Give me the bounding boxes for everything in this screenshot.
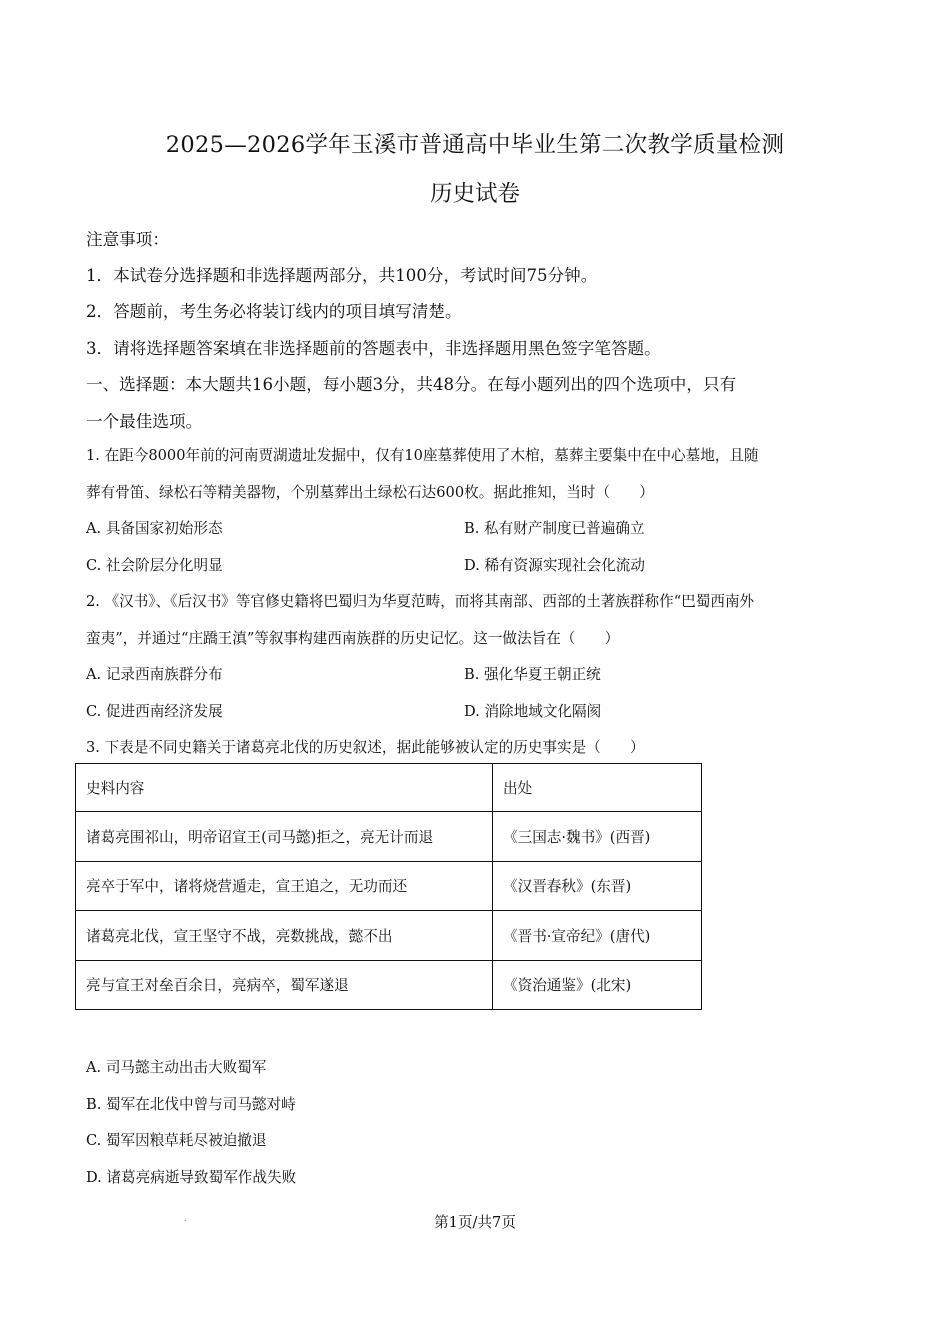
table-row [76,960,702,1010]
question-1-stem-line2: 葬有骨笛、绿松石等精美器物，个别墓葬出土绿松石达600枚。据此推知，当时（ ） [86,484,654,501]
question-2-option-b: B. 强化华夏王朝正统 [464,666,601,683]
question-3-option-a: A. 司马懿主动出击大败蜀军 [86,1059,267,1076]
note-item: 3．请将选择题答案填在非选择题前的答题表中，非选择题用黑色签字笔答题。 [86,339,661,358]
section-heading-line2: 一个最佳选项。 [86,412,203,431]
table-cell-content: 亮卒于军中，诸将烧营遁走，宣王追之，无功而还 [76,861,493,911]
table-cell-source: 《资治通鉴》(北宋) [493,960,702,1010]
table-cell-source: 《汉晋春秋》(东晋) [493,861,702,911]
question-3-option-d: D. 诸葛亮病逝导致蜀军作战失败 [86,1169,297,1186]
question-1-option-d: D. 稀有资源实现社会化流动 [464,557,645,574]
question-2-option-d: D. 消除地域文化隔阂 [464,703,602,720]
table-row [76,812,702,862]
question-3-stem: 3. 下表是不同史籍关于诸葛亮北伐的历史叙述，据此能够被认定的历史事实是（ ） [86,739,645,756]
question-2-option-c: C. 促进西南经济发展 [86,703,223,720]
notes-heading: 注意事项： [86,230,169,249]
section-heading-line1: 一、选择题：本大题共16小题，每小题3分，共48分。在每小题列出的四个选项中，只有 [86,375,737,394]
note-item: 2．答题前，考生务必将装订线内的项目填写清楚。 [86,302,462,321]
source-table [75,763,702,1010]
table-header-source: 出处 [493,764,702,812]
question-3-option-b: B. 蜀军在北伐中曾与司马懿对峙 [86,1096,296,1113]
question-1-option-a: A. 具备国家初始形态 [86,520,223,537]
table-row [76,911,702,961]
table-cell-source: 《晋书·宣帝纪》(唐代) [493,911,702,961]
table-cell-source: 《三国志·魏书》(西晋) [493,812,702,862]
page-number: 第1页/共7页 [434,1214,516,1231]
table-header-row [76,764,702,812]
exam-subtitle: 历史试卷 [429,181,520,207]
note-item: 1．本试卷分选择题和非选择题两部分，共100分，考试时间75分钟。 [86,266,598,285]
question-2-stem-line1: 2. 《汉书》、《后汉书》等官修史籍将巴蜀归为华夏范畴，而将其南部、西部的土著族群称作“巴蜀西南外 [86,593,755,610]
table-header-content: 史料内容 [76,764,493,812]
table-cell-content: 诸葛亮围祁山，明帝诏宣王(司马懿)拒之，亮无计而退 [76,812,493,862]
question-1-option-c: C. 社会阶层分化明显 [86,557,223,574]
exam-title: 2025—2026学年玉溪市普通高中毕业生第二次教学质量检测 [165,132,785,158]
question-2-option-a: A. 记录西南族群分布 [86,666,223,683]
question-1-stem-line1: 1. 在距今8000年前的河南贾湖遗址发掘中，仅有10座墓葬使用了木棺，墓葬主要集中在中心墓地，且随 [86,447,759,464]
table-cell-content: 亮与宣王对垒百余日，亮病卒，蜀军遂退 [76,960,493,1010]
table-row [76,861,702,911]
question-1-option-b: B. 私有财产制度已普遍确立 [464,520,645,537]
question-3-option-c: C. 蜀军因粮草耗尽被迫撤退 [86,1132,267,1149]
question-2-stem-line2: 蛮夷”，并通过“庄蹻王滇”等叙事构建西南族群的历史记忆。这一做法旨在（ ） [86,630,620,647]
footer-mark: . [184,1214,187,1223]
table-cell-content: 诸葛亮北伐，宣王坚守不战，亮数挑战，懿不出 [76,911,493,961]
